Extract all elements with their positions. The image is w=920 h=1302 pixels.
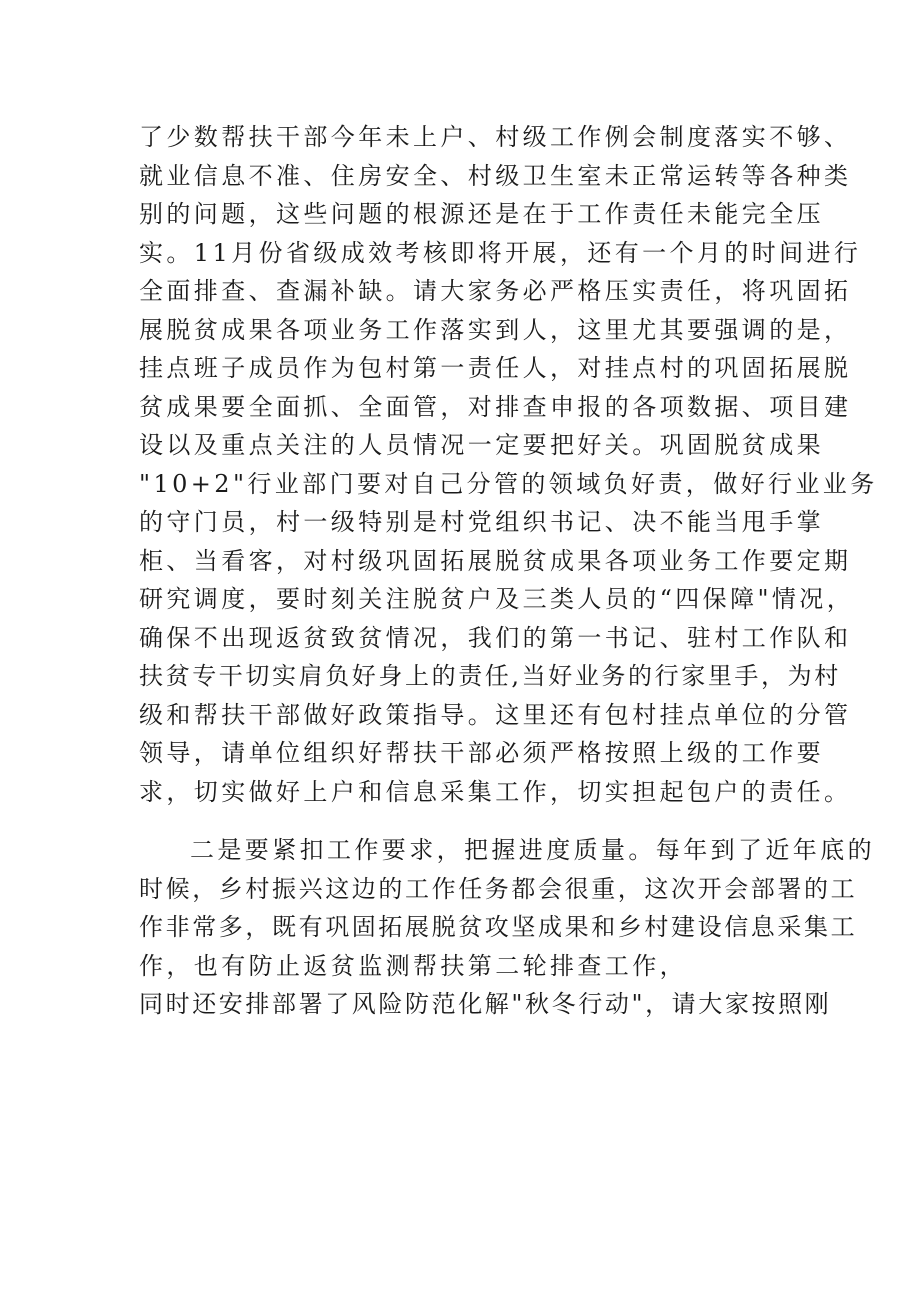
paragraph2-line-4: 作，也有防止返贫监测帮扶第二轮排查工作， xyxy=(139,951,687,980)
paragraph1-line-11: 的守门员，村一级特别是村党组织书记、决不能当甩手掌 xyxy=(139,508,824,536)
paragraph1-line-2: 就业信息不准、住房安全、村级卫生室未正常运转等各种类 xyxy=(139,161,852,190)
paragraph1-line-4: 实。11月份省级成效考核即将开展，还有一个月的时间进行 xyxy=(139,238,862,267)
paragraph1-line-7: 挂点班子成员作为包村第一责任人，对挂点村的巩固拓展脱 xyxy=(139,354,852,382)
paragraph1-line-12: 柜、当看客，对村级巩固拓展脱贫成果各项业务工作要定期 xyxy=(139,546,852,575)
paragraph1-line-6: 展脱贫成果各项业务工作落实到人，这里尤其要强调的是， xyxy=(139,315,852,344)
paragraph1-line-14: 确保不出现返贫致贫情况，我们的第一书记、驻村工作队和 xyxy=(139,623,852,652)
paragraph1-line-9: 设以及重点关注的人员情况一定要把好关。巩固脱贫成果 xyxy=(139,431,824,459)
paragraph-gap xyxy=(139,811,789,831)
paragraph1-line-8: 贫成果要全面抓、全面管，对排查申报的各项数据、项目建 xyxy=(139,392,852,421)
paragraph2-line-2: 时候，乡村振兴这边的工作任务都会很重，这次开会部署的工 xyxy=(139,874,858,903)
paragraph1-line-18: 求，切实做好上户和信息采集工作，切实担起包户的责任。 xyxy=(139,777,852,806)
paragraph2-line-5: 同时还安排部署了风险防范化解"秋冬行动"，请大家按照刚 xyxy=(139,990,832,1018)
paragraph1-line-5: 全面排查、查漏补缺。请大家务必严格压实责任，将巩固拓 xyxy=(139,277,852,305)
paragraph2-line-3: 作非常多，既有巩固拓展脱贫攻坚成果和乡村建设信息采集工 xyxy=(139,913,858,941)
paragraph1-line-15: 扶贫专干切实肩负好身上的责任,当好业务的行家里手，为村 xyxy=(139,662,841,690)
paragraph1-line-13: 研究调度，要时刻关注脱贫户及三类人员的“四保障"情况， xyxy=(139,585,855,613)
paragraph1-line-16: 级和帮扶干部做好政策指导。这里还有包村挂点单位的分管 xyxy=(139,700,852,729)
paragraph1-line-1: 了少数帮扶干部今年未上户、村级工作例会制度落实不够、 xyxy=(139,123,852,151)
paragraph1-line-10: "10+2"行业部门要对自己分管的领域负好责，做好行业业务 xyxy=(139,469,878,498)
body-text xyxy=(139,118,878,1024)
paragraph1-line-3: 别的问题，这些问题的根源还是在于工作责任未能完全压 xyxy=(139,200,824,228)
paragraph1-line-17: 领导，请单位组织好帮扶干部必须严格按照上级的工作要 xyxy=(139,739,824,767)
paragraph2-line-1: 二是要紧扣工作要求，把握进度质量。每年到了近年底的 xyxy=(190,836,875,864)
